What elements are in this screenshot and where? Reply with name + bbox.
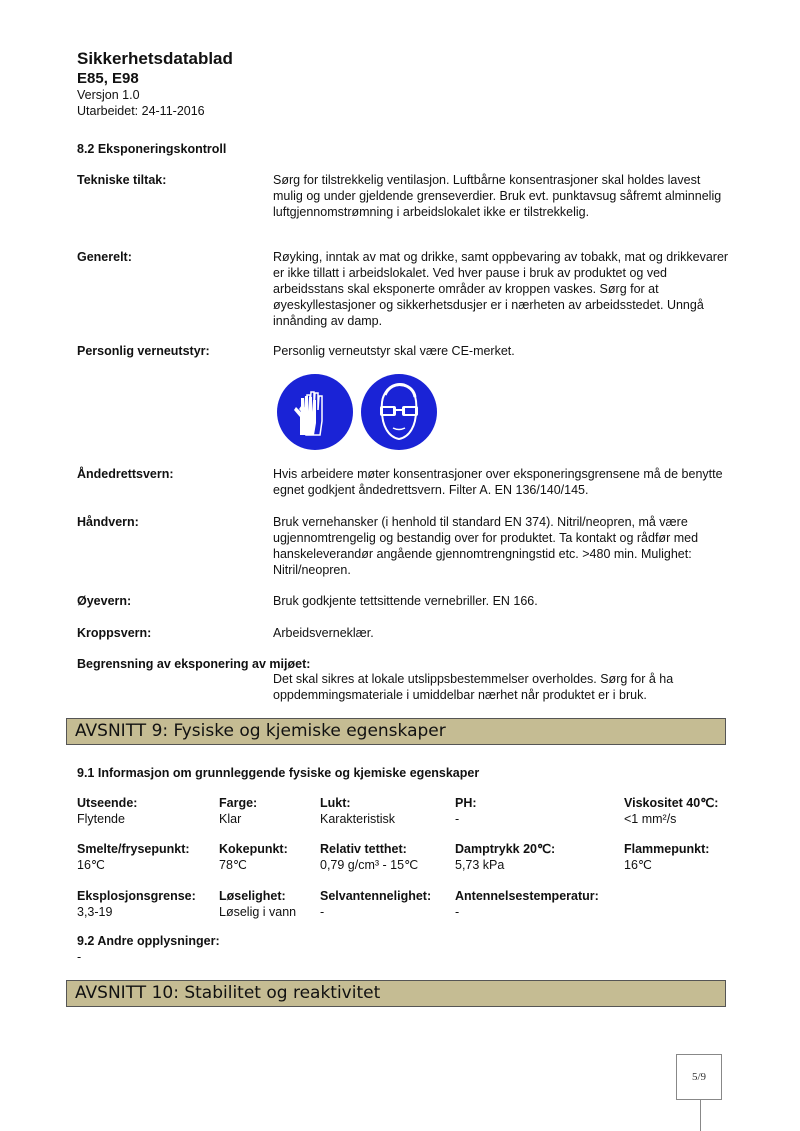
version: Versjon 1.0 (77, 88, 140, 102)
label-kroppsvern: Kroppsvern: (77, 626, 152, 640)
prop-lukt: Lukt: Karakteristisk (320, 796, 396, 826)
page-number: 5/9 (676, 1054, 722, 1100)
document-title: Sikkerhetsdatablad (77, 49, 233, 68)
text-miljo: Det skal sikres at lokale utslippsbestemmelser overholdes. Sørg for å ha oppdemmingsmateriale i umiddelbar nærhet når produktet er i bruk. (273, 672, 674, 702)
prop-antennelsestemperatur: Antennelsestemperatur: - (455, 889, 599, 919)
label-oyevern: Øyevern: (77, 594, 132, 608)
ppe-pictograms (276, 373, 438, 451)
section-10-bar: AVSNITT 10: Stabilitet og reaktivitet (66, 980, 726, 1007)
label-andedrettsvern: Åndedrettsvern: (77, 467, 174, 481)
label-personlig-verneutstyr: Personlig verneutstyr: (77, 344, 210, 358)
prop-ph: PH: - (455, 796, 477, 826)
subheading-8-2: 8.2 Eksponeringskontroll (77, 142, 227, 156)
text-handvern: Bruk vernehansker (i henhold til standard EN 374). Nitril/neopren, må være ugjennomtrengelig og bestandig over for produktet. Ta kontakt og rådfør med hanskeleverandør angående gjennomtrengningstid etc. >480 min. Mulighet: Nitril/neopren. (273, 515, 699, 577)
subheading-9-2: 9.2 Andre opplysninger: (77, 934, 220, 948)
text-kroppsvern: Arbeidsverneklær. (273, 626, 374, 640)
text-tekniske-tiltak: Sørg for tilstrekkelig ventilasjon. Luftbårne konsentrasjoner skal holdes lavest mulig og under gjeldende grenseverdier. Bruk evt. punktavsug såfremt alminnelig luftgjennomstrømning i arbeidslokalet ikke er tilstrekkelig. (273, 173, 722, 219)
prepared-date: Utarbeidet: 24-11-2016 (77, 104, 205, 118)
prop-damptrykk: Damptrykk 20℃: 5,73 kPa (455, 842, 556, 872)
prop-utseende: Utseende: Flytende (77, 796, 138, 826)
subheading-9-1: 9.1 Informasjon om grunnleggende fysiske og kjemiske egenskaper (77, 766, 480, 780)
label-handvern: Håndvern: (77, 515, 139, 529)
prop-smeltepunkt: Smelte/frysepunkt: 16℃ (77, 842, 190, 872)
text-generelt: Røyking, inntak av mat og drikke, samt oppbevaring av tobakk, mat og drikkevarer er ikke tillatt i arbeidslokalet. Ved hver pause i bruk av produktet og ved arbeidsstans skal eksponerte områder av kroppen vaskes. Sørg for at øyeskyllestasjoner og sikkerhetsdusjer er i nærheten av arbeidsstedet. Unngå innånding av damp. (273, 250, 729, 328)
section-9-bar: AVSNITT 9: Fysiske og kjemiske egenskaper (66, 718, 726, 745)
goggles-icon (360, 373, 438, 451)
prop-flammepunkt: Flammepunkt: 16℃ (624, 842, 710, 872)
prop-viskositet: Viskositet 40℃: <1 mm²/s (624, 796, 719, 826)
prop-relativ-tetthet: Relativ tetthet: 0,79 g/cm³ - 15℃ (320, 842, 419, 872)
page-number-line (700, 1100, 701, 1131)
text-personlig-verneutstyr: Personlig verneutstyr skal være CE-merket. (273, 344, 515, 358)
prop-farge: Farge: Klar (219, 796, 258, 826)
label-tekniske-tiltak: Tekniske tiltak: (77, 173, 167, 187)
label-generelt: Generelt: (77, 250, 132, 264)
label-miljo: Begrensning av eksponering av mijøet: (77, 657, 311, 671)
prop-loselighet: Løselighet: Løselig i vann (219, 889, 297, 919)
prop-eksplosjonsgrense: Eksplosjonsgrense: 3,3-19 (77, 889, 196, 919)
prop-selvantennelighet: Selvantennelighet: - (320, 889, 432, 919)
other-info-value: - (77, 950, 82, 964)
gloves-icon (276, 373, 354, 451)
product-name: E85, E98 (77, 70, 139, 87)
text-andedrettsvern: Hvis arbeidere møter konsentrasjoner over eksponeringsgrensene må de benytte egnet godkjent åndedrettsvern. Filter A. EN 136/140/145. (273, 467, 723, 497)
prop-kokepunkt: Kokepunkt: 78℃ (219, 842, 288, 872)
text-oyevern: Bruk godkjente tettsittende vernebriller. EN 166. (273, 594, 538, 608)
